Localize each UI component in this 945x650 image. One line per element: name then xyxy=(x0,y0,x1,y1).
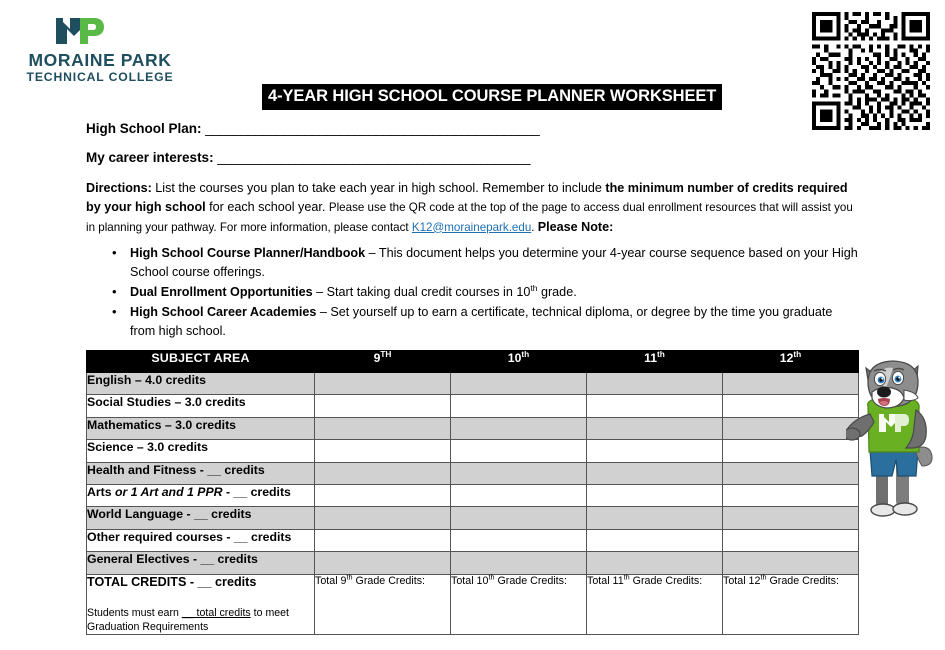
grade-9-number: 9 xyxy=(373,351,381,365)
subject-label-english: English – 4.0 credits xyxy=(87,373,315,395)
career-interests-label: My career interests: xyxy=(86,150,214,165)
grade-11-suffix: th xyxy=(657,348,665,359)
cell-social-studies-grade-11[interactable] xyxy=(587,395,723,417)
bullet-2-rest-pre: – Start taking dual credit courses in 10 xyxy=(312,284,531,299)
cell-mathematics-grade-12[interactable] xyxy=(723,417,859,439)
arts-label-pre: Arts xyxy=(87,484,116,499)
cell-english-grade-11[interactable] xyxy=(587,373,723,395)
column-header-grade-10 xyxy=(451,348,587,373)
bullet-2-rest-post: grade. xyxy=(537,284,577,299)
cell-world-language-grade-11[interactable] xyxy=(587,507,723,529)
total-grade-9-text: Total 9 xyxy=(315,574,347,587)
list-item-dual-enrollment xyxy=(108,283,860,302)
cell-social-studies-grade-10[interactable] xyxy=(451,395,587,417)
cell-arts-grade-10[interactable] xyxy=(451,484,587,506)
course-planner-table xyxy=(86,350,859,635)
directions-bold-1: the minimum number of credits required by your high school xyxy=(86,181,848,215)
cell-health-grade-11[interactable] xyxy=(587,462,723,484)
directions-text-2: for each school year. xyxy=(205,200,329,215)
table-row xyxy=(87,373,859,395)
high-school-plan-blank[interactable]: _______________________________________________ xyxy=(205,121,540,136)
total-grade-10-rest: Grade Credits: xyxy=(494,574,567,587)
cell-world-language-grade-9[interactable] xyxy=(315,507,451,529)
table-row xyxy=(87,462,859,484)
bullet-1-bold: High School Course Planner/Handbook xyxy=(130,246,366,260)
cell-arts-grade-12[interactable] xyxy=(723,484,859,506)
cell-science-grade-12[interactable] xyxy=(723,440,859,462)
cell-science-grade-9[interactable] xyxy=(315,440,451,462)
high-school-plan-label: High School Plan: xyxy=(86,121,202,136)
cell-other-required-grade-10[interactable] xyxy=(451,529,587,551)
grade-10-number: 10 xyxy=(507,351,522,365)
cell-arts-grade-11[interactable] xyxy=(587,484,723,506)
cell-health-grade-9[interactable] xyxy=(315,462,451,484)
cell-english-grade-12[interactable] xyxy=(723,373,859,395)
total-grade-12-rest: Grade Credits: xyxy=(766,574,839,587)
table-row xyxy=(87,484,859,506)
graduation-requirement-note xyxy=(87,606,314,635)
directions-paragraph xyxy=(86,179,858,237)
subject-label-science: Science – 3.0 credits xyxy=(87,440,315,462)
subject-label-other-required: Other required courses - __ credits xyxy=(87,529,315,551)
directions-small-1: Please use the QR code at the top of the page to access dual enrollment resources that will assist you in planning your pathway. For more information, please contact xyxy=(86,201,853,234)
page-title: 4-YEAR HIGH SCHOOL COURSE PLANNER WORKSHEET xyxy=(262,84,722,110)
subject-label-mathematics: Mathematics – 3.0 credits xyxy=(87,417,315,439)
grade-12-number: 12 xyxy=(779,351,794,365)
cell-other-required-grade-11[interactable] xyxy=(587,529,723,551)
college-logo xyxy=(10,14,190,84)
total-credits-label: TOTAL CREDITS - __ credits xyxy=(87,574,257,589)
total-grade-11-cell[interactable] xyxy=(587,571,723,635)
column-header-grade-11 xyxy=(587,348,723,373)
column-header-grade-9 xyxy=(315,348,451,373)
arts-label-italic: or 1 Art and 1 PPR xyxy=(115,484,223,499)
table-row xyxy=(87,440,859,462)
subject-label-world-language: World Language - __ credits xyxy=(87,507,315,529)
cell-other-required-grade-12[interactable] xyxy=(723,529,859,551)
mptc-logo-mark xyxy=(54,14,106,48)
directions-small-2: . xyxy=(531,220,538,234)
cell-mathematics-grade-10[interactable] xyxy=(451,417,587,439)
total-grade-11-suffix: th xyxy=(623,571,630,581)
total-credits-label-cell xyxy=(87,574,315,635)
wolf-mascot xyxy=(846,352,942,517)
cell-mathematics-grade-11[interactable] xyxy=(587,417,723,439)
list-item-career-academies xyxy=(108,303,860,341)
logo-name-line1: MORAINE PARK xyxy=(28,50,172,70)
subject-label-general-electives: General Electives - __ credits xyxy=(87,552,315,574)
cell-health-grade-12[interactable] xyxy=(723,462,859,484)
total-grade-9-rest: Grade Credits: xyxy=(352,574,426,587)
total-grade-10-suffix: th xyxy=(488,571,495,581)
cell-mathematics-grade-9[interactable] xyxy=(315,417,451,439)
cell-science-grade-11[interactable] xyxy=(587,440,723,462)
high-school-plan-field[interactable] xyxy=(86,121,539,136)
table-row-total-credits xyxy=(87,574,859,635)
table-row xyxy=(87,552,859,574)
cell-general-electives-grade-11[interactable] xyxy=(587,552,723,574)
cell-general-electives-grade-9[interactable] xyxy=(315,552,451,574)
note-underline: __ total credits xyxy=(181,606,251,619)
career-interests-blank[interactable]: ____________________________________________ xyxy=(217,150,531,165)
note-pre: Students must earn xyxy=(87,606,182,619)
logo-name-line2: TECHNICAL COLLEGE xyxy=(26,69,174,84)
cell-english-grade-10[interactable] xyxy=(451,373,587,395)
grade-10-suffix: th xyxy=(521,348,530,359)
column-header-grade-12 xyxy=(723,348,859,373)
career-interests-field[interactable] xyxy=(86,150,530,165)
cell-social-studies-grade-9[interactable] xyxy=(315,395,451,417)
total-grade-12-cell[interactable] xyxy=(723,571,859,635)
cell-general-electives-grade-12[interactable] xyxy=(723,552,859,574)
cell-english-grade-9[interactable] xyxy=(315,373,451,395)
arts-label-post: - __ credits xyxy=(222,484,291,499)
table-row xyxy=(87,529,859,551)
cell-science-grade-10[interactable] xyxy=(451,440,587,462)
cell-social-studies-grade-12[interactable] xyxy=(723,395,859,417)
bullet-2-ordinal-suffix: th xyxy=(530,282,538,293)
list-item-course-planner xyxy=(108,244,860,282)
subject-label-social-studies: Social Studies – 3.0 credits xyxy=(87,395,315,417)
directions-please-note: Please Note: xyxy=(537,219,614,234)
cell-world-language-grade-12[interactable] xyxy=(723,507,859,529)
total-grade-11-rest: Grade Credits: xyxy=(629,574,703,587)
total-grade-10-text: Total 10 xyxy=(451,574,489,587)
grade-9-suffix: TH xyxy=(380,348,392,359)
qr-code[interactable] xyxy=(812,12,930,130)
k12-email-link[interactable]: K12@morainepark.edu xyxy=(411,220,532,234)
cell-arts-grade-9[interactable] xyxy=(315,484,451,506)
total-grade-10-cell[interactable] xyxy=(451,571,587,635)
subject-label-arts xyxy=(87,484,315,506)
table-row xyxy=(87,507,859,529)
bullet-2-bold: Dual Enrollment Opportunities xyxy=(130,284,313,299)
table-row xyxy=(87,417,859,439)
total-grade-9-suffix: th xyxy=(346,571,353,581)
cell-health-grade-10[interactable] xyxy=(451,462,587,484)
grade-12-suffix: th xyxy=(793,348,802,359)
subject-label-health-and-fitness: Health and Fitness - __ credits xyxy=(87,462,315,484)
total-grade-12-text: Total 12 xyxy=(723,574,761,587)
cell-other-required-grade-9[interactable] xyxy=(315,529,451,551)
cell-general-electives-grade-10[interactable] xyxy=(451,552,587,574)
total-grade-12-suffix: th xyxy=(760,571,767,581)
cell-world-language-grade-10[interactable] xyxy=(451,507,587,529)
column-header-subject-area: SUBJECT AREA xyxy=(87,351,315,373)
table-header-row xyxy=(87,351,859,373)
table-row xyxy=(87,395,859,417)
directions-heading: Directions: xyxy=(86,181,152,195)
directions-text-1: List the courses you plan to take each year in high school. Remember to include xyxy=(151,181,606,195)
total-grade-9-cell[interactable] xyxy=(315,571,451,635)
bullet-1-rest: – This document helps you determine your 4-year course sequence based on your High School course offerings. xyxy=(130,246,858,279)
total-grade-11-text: Total 11 xyxy=(587,574,624,587)
note-post: to meet Graduation Requirements xyxy=(87,606,289,633)
logo-wordmark xyxy=(10,51,190,84)
bullet-3-bold: High School Career Academies xyxy=(130,304,317,319)
notes-bullet-list xyxy=(108,244,860,341)
bullet-3-rest: – Set yourself up to earn a certificate, technical diploma, or degree by the time you graduate from high school. xyxy=(130,304,833,338)
grade-11-number: 11 xyxy=(644,351,658,365)
